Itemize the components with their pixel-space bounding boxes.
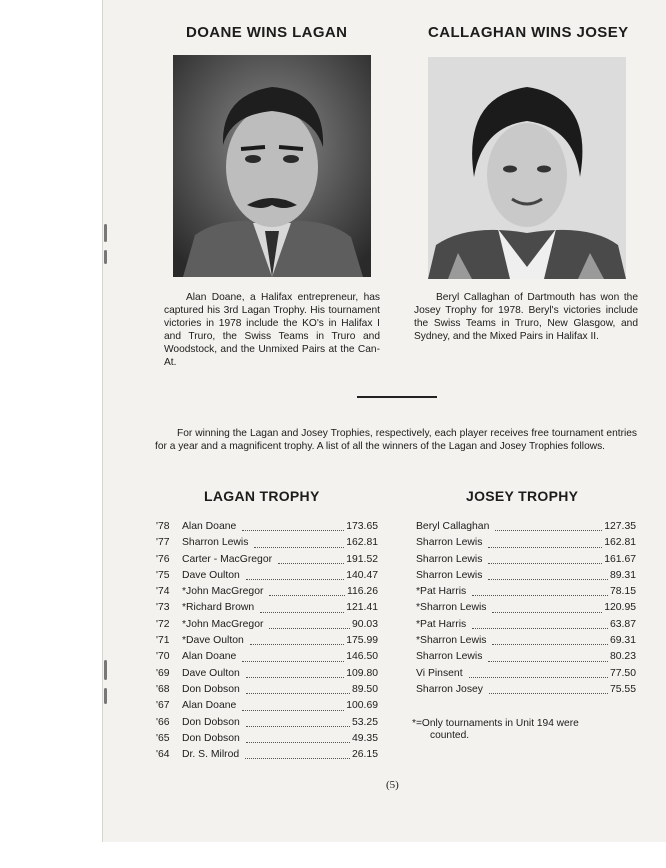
josey-leader-dots <box>488 563 602 564</box>
lagan-year: '78 <box>156 521 170 532</box>
josey-row <box>416 649 636 665</box>
lagan-leader-dots <box>242 530 344 531</box>
lagan-year: '68 <box>156 683 170 695</box>
page-number: (5) <box>386 779 399 791</box>
lagan-points: 89.50 <box>351 683 378 695</box>
josey-row <box>416 519 636 535</box>
lagan-row <box>156 731 378 747</box>
josey-row <box>416 552 636 568</box>
lagan-winner-name: Don Dobson <box>182 732 240 744</box>
lagan-year: '69 <box>156 667 170 679</box>
josey-points: 80.23 <box>609 651 636 663</box>
josey-row <box>416 535 636 551</box>
lagan-row <box>156 649 378 665</box>
lagan-winner-name: *John MacGregor <box>182 586 264 598</box>
lagan-row <box>156 633 378 649</box>
lagan-points: 175.99 <box>346 635 378 647</box>
lagan-points: 121.41 <box>346 602 378 614</box>
josey-winner-name: *Pat Harris <box>416 586 467 598</box>
josey-leader-dots <box>472 595 608 596</box>
lagan-leader-dots <box>246 579 344 580</box>
lagan-winner-name: Alan Doane <box>182 700 237 712</box>
lagan-row <box>156 552 378 568</box>
lagan-year: '67 <box>156 700 170 712</box>
lagan-winner-name: Alan Doane <box>182 651 237 663</box>
lagan-winner-name: Alan Doane <box>182 521 237 532</box>
staple-top-lower <box>104 250 107 264</box>
section-divider <box>357 396 437 398</box>
staple-bottom <box>104 660 107 680</box>
josey-leader-dots <box>495 530 602 531</box>
footnote-line: *=Only tournaments in Unit 194 were <box>412 718 579 729</box>
josey-trophy-title: JOSEY TROPHY <box>466 488 579 504</box>
lagan-points: 90.03 <box>351 618 378 630</box>
josey-winner-name: Sharron Josey <box>416 683 483 695</box>
lagan-year: '74 <box>156 586 170 598</box>
lagan-leader-dots <box>260 612 344 613</box>
josey-winner-name: *Pat Harris <box>416 618 467 630</box>
josey-winner-name: Sharron Lewis <box>416 553 483 565</box>
josey-points: 162.81 <box>604 537 636 549</box>
lagan-row <box>156 600 378 616</box>
lagan-year: '71 <box>156 635 170 647</box>
lagan-year: '76 <box>156 553 170 565</box>
right-headline: CALLAGHAN WINS JOSEY <box>428 24 629 41</box>
lagan-points: 140.47 <box>346 569 378 581</box>
lagan-leader-dots <box>254 547 344 548</box>
josey-winner-name: *Sharron Lewis <box>416 635 487 647</box>
staple-top <box>104 224 107 242</box>
lagan-row <box>156 584 378 600</box>
lagan-leader-dots <box>242 661 344 662</box>
lagan-leader-dots <box>246 677 344 678</box>
lagan-year: '65 <box>156 732 170 744</box>
footnote-continuation: counted. <box>430 730 470 741</box>
josey-leader-dots <box>489 693 608 694</box>
lagan-points: 26.15 <box>351 749 378 761</box>
lagan-year: '73 <box>156 602 170 614</box>
josey-winners-list <box>416 519 636 698</box>
lagan-leader-dots <box>246 742 350 743</box>
beryl-callaghan-photo <box>428 57 626 279</box>
lagan-points: 49.35 <box>351 732 378 744</box>
lagan-row <box>156 698 378 714</box>
lagan-winner-name: Don Dobson <box>182 683 240 695</box>
lagan-leader-dots <box>245 758 350 759</box>
josey-points: 78.15 <box>609 586 636 598</box>
lagan-winner-name: Dr. S. Milrod <box>182 749 240 761</box>
intro-paragraph: For winning the Lagan and Josey Trophies, respectively, each player receives free tournament entries for a year and a magnificent trophy. A list of all the winners of the Lagan and Josey Trophies follows. <box>155 428 637 452</box>
josey-points: 127.35 <box>604 521 636 532</box>
lagan-points: 191.52 <box>346 553 378 565</box>
left-caption: Alan Doane, a Halifax entrepreneur, has captured his 3rd Lagan Trophy. His tournament victories in 1978 include the KO's in Halifax I and Truro, the Swiss Teams in Truro and Woodstock, and the Unmixed Pairs at the Can-At. <box>164 292 380 368</box>
josey-winner-name: Beryl Callaghan <box>416 521 490 532</box>
lagan-winner-name: Don Dobson <box>182 716 240 728</box>
lagan-points: 53.25 <box>351 716 378 728</box>
lagan-year: '77 <box>156 537 170 549</box>
staple-bottom-lower <box>104 688 107 704</box>
lagan-winner-name: *Dave Oulton <box>182 635 244 647</box>
lagan-row <box>156 568 378 584</box>
alan-doane-photo <box>173 55 371 277</box>
lagan-leader-dots <box>269 595 345 596</box>
lagan-year: '66 <box>156 716 170 728</box>
josey-winner-name: Sharron Lewis <box>416 537 483 549</box>
lagan-points: 109.80 <box>346 667 378 679</box>
lagan-year: '70 <box>156 651 170 663</box>
lagan-leader-dots <box>246 693 350 694</box>
josey-row <box>416 682 636 698</box>
josey-leader-dots <box>472 628 608 629</box>
lagan-points: 146.50 <box>346 651 378 663</box>
lagan-winner-name: Carter - MacGregor <box>182 553 273 565</box>
lagan-winner-name: Sharron Lewis <box>182 537 249 549</box>
lagan-trophy-title: LAGAN TROPHY <box>204 488 320 504</box>
lagan-row <box>156 747 378 763</box>
josey-points: 63.87 <box>609 618 636 630</box>
lagan-winner-name: *John MacGregor <box>182 618 264 630</box>
josey-points: 77.50 <box>609 667 636 679</box>
josey-points: 69.31 <box>609 635 636 647</box>
lagan-leader-dots <box>246 726 350 727</box>
josey-winner-name: Sharron Lewis <box>416 569 483 581</box>
josey-points: 161.67 <box>604 553 636 565</box>
josey-leader-dots <box>488 661 608 662</box>
josey-winner-name: *Sharron Lewis <box>416 602 487 614</box>
lagan-row <box>156 682 378 698</box>
josey-leader-dots <box>488 547 602 548</box>
lagan-row <box>156 715 378 731</box>
lagan-points: 100.69 <box>346 700 378 712</box>
lagan-points: 173.65 <box>346 521 378 532</box>
josey-row <box>416 568 636 584</box>
lagan-year: '64 <box>156 749 170 761</box>
lagan-leader-dots <box>278 563 344 564</box>
lagan-leader-dots <box>269 628 350 629</box>
josey-leader-dots <box>492 644 608 645</box>
right-caption: Beryl Callaghan of Dartmouth has won the Josey Trophy for 1978. Beryl's victories include the Swiss Teams in Truro, New Glasgow, and Sydney, and the Mixed Pairs in Halifax II. <box>414 292 638 342</box>
lagan-winner-name: *Richard Brown <box>182 602 255 614</box>
lagan-leader-dots <box>250 644 344 645</box>
josey-row <box>416 666 636 682</box>
josey-leader-dots <box>469 677 608 678</box>
josey-row <box>416 633 636 649</box>
left-headline: DOANE WINS LAGAN <box>186 24 348 41</box>
lagan-points: 116.26 <box>346 586 378 598</box>
lagan-row <box>156 519 378 535</box>
josey-winner-name: Vi Pinsent <box>416 667 463 679</box>
josey-leader-dots <box>492 612 602 613</box>
lagan-winner-name: Dave Oulton <box>182 667 240 679</box>
josey-winner-name: Sharron Lewis <box>416 651 483 663</box>
lagan-row <box>156 666 378 682</box>
lagan-year: '72 <box>156 618 170 630</box>
josey-leader-dots <box>488 579 608 580</box>
lagan-leader-dots <box>242 710 344 711</box>
lagan-winner-name: Dave Oulton <box>182 569 240 581</box>
lagan-points: 162.81 <box>346 537 378 549</box>
josey-row <box>416 600 636 616</box>
josey-row <box>416 584 636 600</box>
footnote <box>412 718 638 742</box>
lagan-year: '75 <box>156 569 170 581</box>
josey-points: 120.95 <box>604 602 636 614</box>
lagan-row <box>156 617 378 633</box>
josey-row <box>416 617 636 633</box>
lagan-winners-list <box>156 519 378 763</box>
josey-points: 75.55 <box>609 683 636 695</box>
josey-points: 89.31 <box>609 569 636 581</box>
lagan-row <box>156 535 378 551</box>
